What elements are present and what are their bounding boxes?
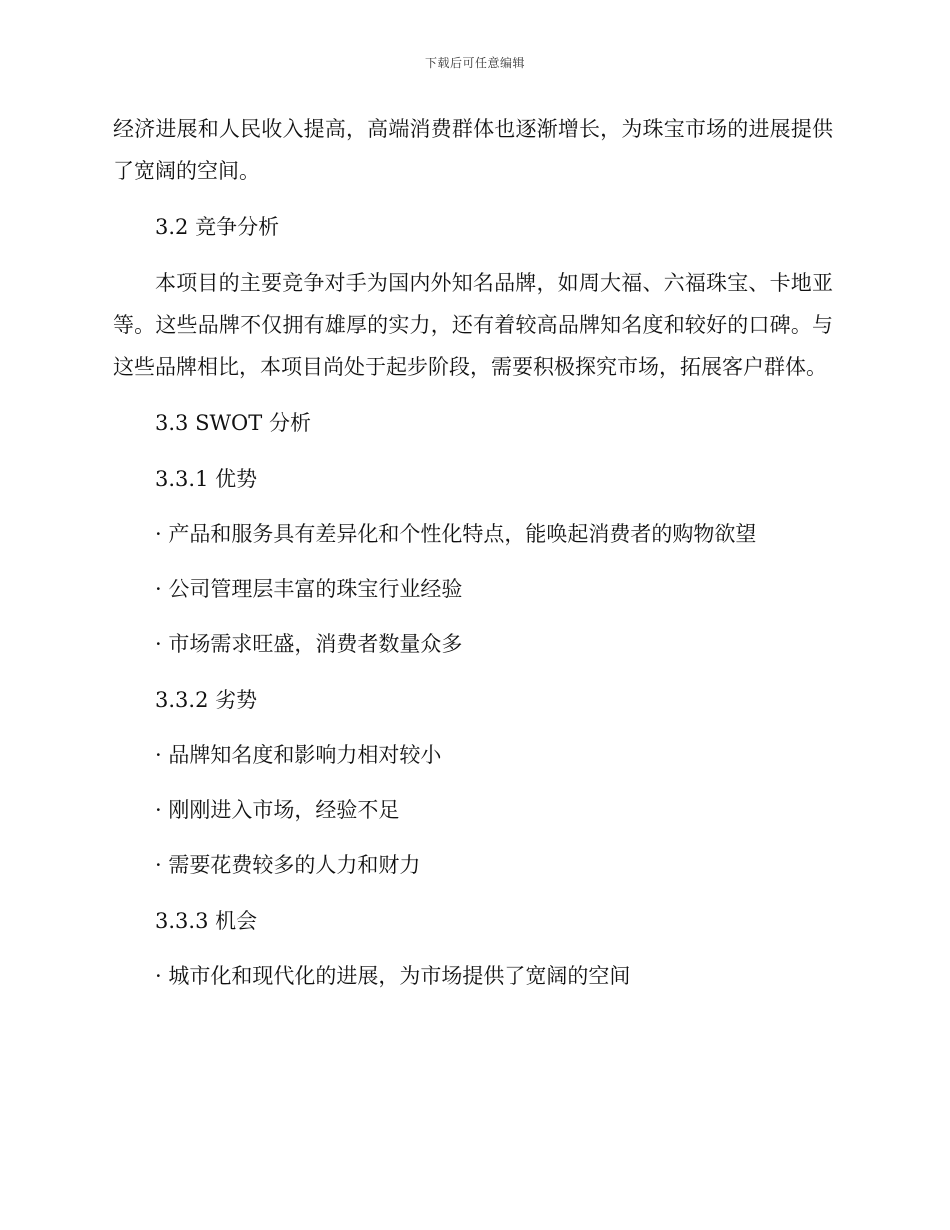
list-item-strength-1: · 产品和服务具有差异化和个性化特点，能唤起消费者的购物欲望 xyxy=(155,522,757,546)
subsection-heading-strengths: 3.3.1 优势 xyxy=(155,467,258,491)
list-item-weakness-1: · 品牌知名度和影响力相对较小 xyxy=(155,743,442,767)
intro-paragraph: 经济进展和人民收入提高，高端消费群体也逐渐增长，为珠宝市场的进展提供了宽阔的空间。 xyxy=(113,117,833,183)
list-item-weakness-3: · 需要花费较多的人力和财力 xyxy=(155,853,421,877)
subsection-heading-opportunities: 3.3.3 机会 xyxy=(155,909,258,933)
competition-paragraph: 本项目的主要竞争对手为国内外知名品牌，如周大福、六福珠宝、卡地亚等。这些品牌不仅拥有雄厚的实力，还有着较高品牌知名度和较好的口碑。与这些品牌相比，本项目尚处于起步阶段，需要积极探究市场，拓展客户群体。 xyxy=(113,271,833,379)
section-heading-3-2: 3.2 竞争分析 xyxy=(155,215,280,239)
document-body xyxy=(113,108,833,997)
list-item-weakness-2: · 刚刚进入市场，经验不足 xyxy=(155,798,400,822)
list-item-strength-2: · 公司管理层丰富的珠宝行业经验 xyxy=(155,577,463,601)
subsection-heading-weaknesses: 3.3.2 劣势 xyxy=(155,688,258,712)
list-item-opportunity-1: · 城市化和现代化的进展，为市场提供了宽阔的空间 xyxy=(155,964,631,988)
page-header: 下载后可任意编辑 xyxy=(424,56,525,70)
list-item-strength-3: · 市场需求旺盛，消费者数量众多 xyxy=(155,632,463,656)
section-heading-3-3: 3.3 SWOT 分析 xyxy=(155,411,311,435)
